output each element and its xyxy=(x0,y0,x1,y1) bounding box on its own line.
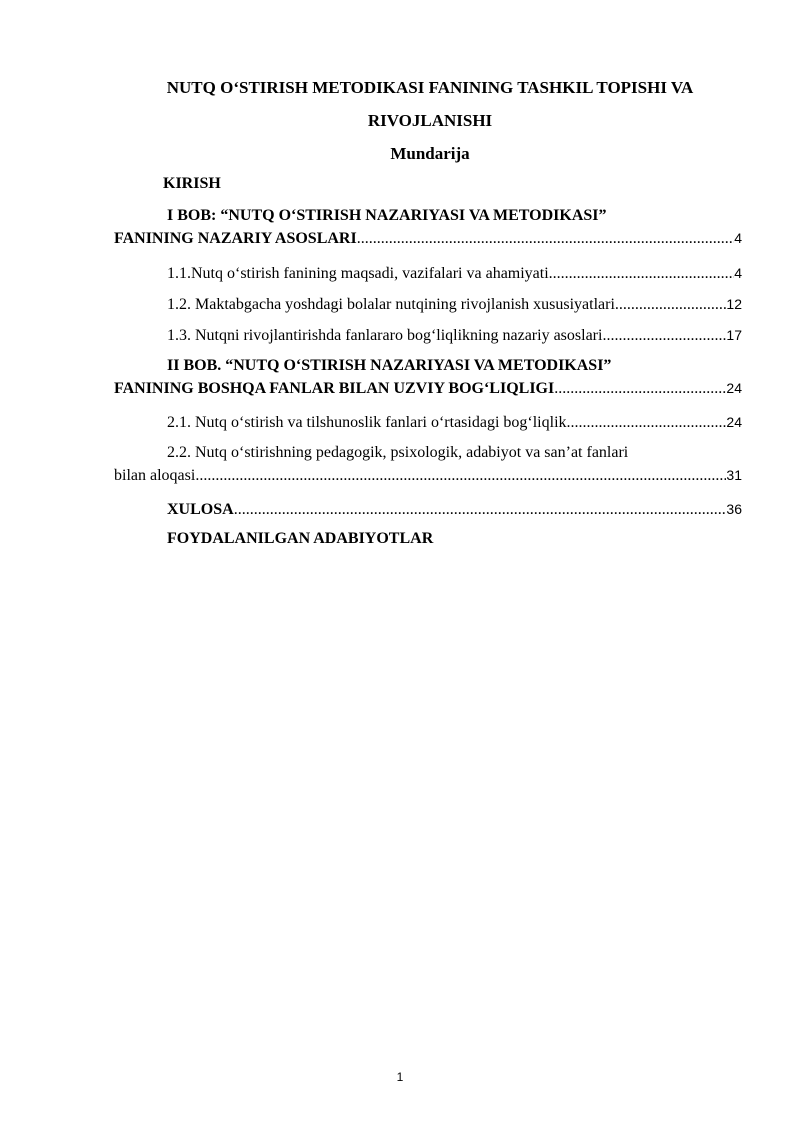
toc-entry-label: 1.1.Nutq o‘stirish fanining maqsadi, vazifalari va ahamiyati xyxy=(167,265,549,282)
toc-leader-dots xyxy=(549,263,735,285)
toc-page-number: 12 xyxy=(726,296,742,312)
toc-page-number: 31 xyxy=(726,467,742,483)
contents-heading: Mundarija xyxy=(390,144,470,163)
toc-entry-1-3[interactable] xyxy=(114,324,742,347)
toc-leader-dots xyxy=(357,228,735,250)
document-title-line2: RIVOJLANISHI xyxy=(367,111,493,130)
toc-leader-dots xyxy=(567,412,727,434)
toc-entry-bob2[interactable] xyxy=(114,355,742,400)
toc-entry-label: II BOB. “NUTQ O‘STIRISH NAZARIYASI VA METODIKASI” xyxy=(167,357,612,374)
toc-leader-dots xyxy=(234,499,727,521)
toc-entry-label: KIRISH xyxy=(163,175,221,192)
toc-entry-label: FANINING NAZARIY ASOSLARI xyxy=(114,230,357,247)
toc-page-number: 17 xyxy=(726,327,742,343)
toc-entry-xulosa[interactable] xyxy=(114,498,742,521)
toc-entry-label: FANINING BOSHQA FANLAR BILAN UZVIY BOG‘LIQLIGI xyxy=(114,380,555,397)
toc-page-number: 4 xyxy=(734,230,742,246)
toc-entry-2-2[interactable] xyxy=(114,442,742,487)
toc-entry-1-1[interactable] xyxy=(114,262,742,285)
toc-entry-1-2[interactable] xyxy=(114,293,742,316)
toc-leader-dots xyxy=(615,294,727,316)
toc-page-number: 4 xyxy=(734,265,742,281)
toc-entry-label: 2.1. Nutq o‘stirish va tilshunoslik fanlari o‘rtasidagi bog‘liqlik xyxy=(167,414,567,431)
toc-entry-label: 1.2. Maktabgacha yoshdagi bolalar nutqining rivojlanish xususiyatlari xyxy=(167,296,615,313)
toc-entry-bob1[interactable] xyxy=(114,205,742,250)
toc-page-number: 36 xyxy=(726,501,742,517)
toc-entry-label: bilan aloqasi xyxy=(114,467,196,484)
toc-leader-dots xyxy=(554,378,726,400)
toc-page-number: 24 xyxy=(726,380,742,396)
toc-entry-label: I BOB: “NUTQ O‘STIRISH NAZARIYASI VA METODIKASI” xyxy=(167,207,607,224)
toc-entry-label: 2.2. Nutq o‘stirishning pedagogik, psixologik, adabiyot va san’at fanlari xyxy=(167,444,629,461)
toc-entry-kirish[interactable] xyxy=(114,173,742,195)
toc-entry-adabiyotlar[interactable] xyxy=(114,528,742,550)
toc-entry-2-1[interactable] xyxy=(114,411,742,434)
toc-entry-label: XULOSA xyxy=(167,501,234,518)
toc-page-number: 24 xyxy=(726,414,742,430)
toc-leader-dots xyxy=(195,465,726,487)
toc-leader-dots xyxy=(602,325,726,347)
page-number: 1 xyxy=(396,1070,404,1084)
toc-entry-label: FOYDALANILGAN ADABIYOTLAR xyxy=(167,530,434,547)
toc-entry-label: 1.3. Nutqni rivojlantirishda fanlararo bog‘liqlikning nazariy asoslari xyxy=(167,327,603,344)
document-title-line1: NUTQ O‘STIRISH METODIKASI FANINING TASHKIL TOPISHI VA xyxy=(166,78,694,97)
